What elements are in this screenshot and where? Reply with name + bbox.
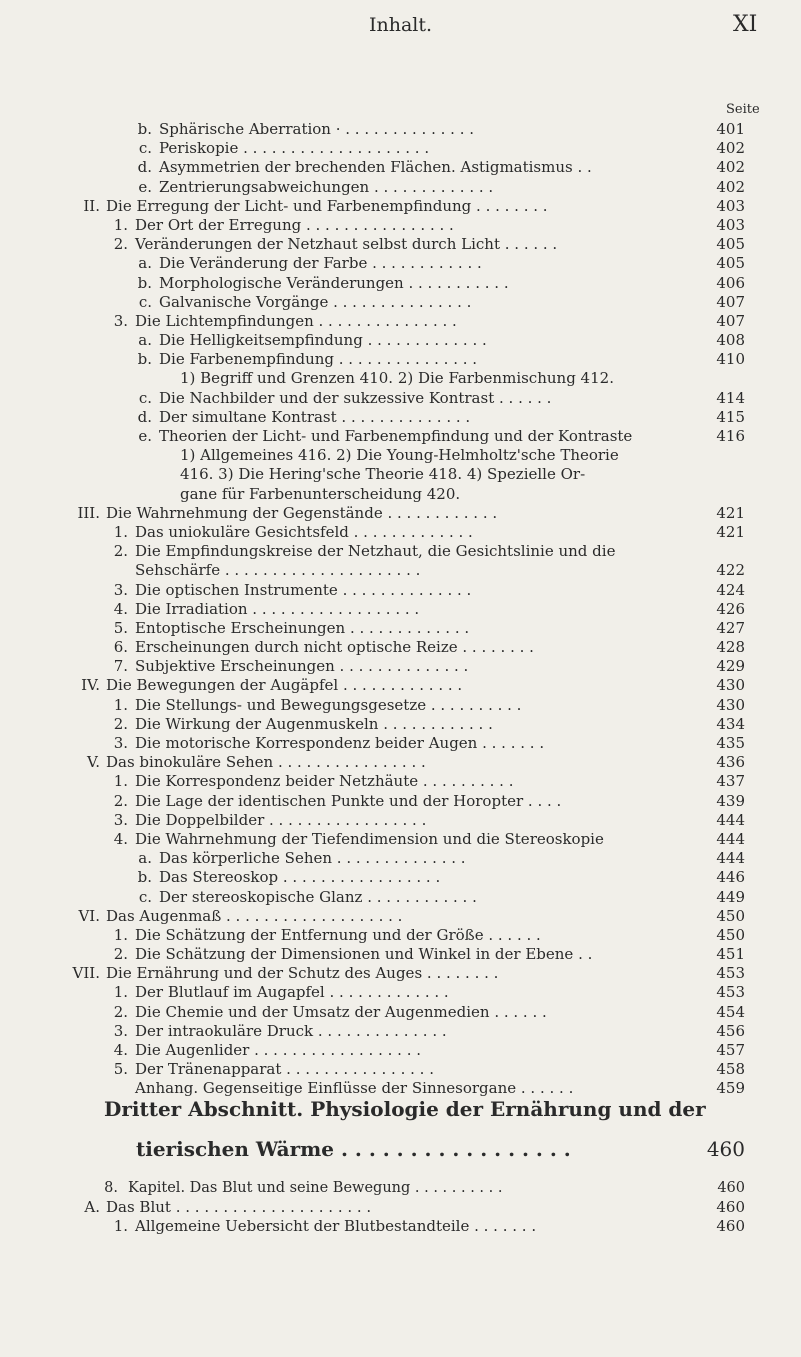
toc-entry-title: Subjektive Erscheinungen . . . . . . . . . . . . . .	[135, 657, 469, 676]
toc-entry-number: c.	[138, 292, 152, 311]
toc-entry-page: 407	[716, 292, 745, 311]
toc-entry	[0, 1179, 801, 1198]
table-of-contents	[0, 120, 801, 1236]
toc-entry-number: A.	[84, 1197, 100, 1216]
toc-entry-page: 402	[716, 139, 745, 158]
toc-entry-title: Allgemeine Uebersicht der Blutbestandteile . . . . . . .	[135, 1216, 537, 1235]
toc-entry	[0, 619, 801, 638]
toc-entry-title: Das Stereoskop . . . . . . . . . . . . . . . . .	[159, 868, 441, 887]
toc-entry	[0, 369, 801, 388]
toc-entry	[0, 696, 801, 715]
toc-entry	[0, 485, 801, 504]
toc-entry-page: 405	[716, 254, 745, 273]
toc-entry	[0, 753, 801, 772]
toc-entry-page: 427	[716, 618, 745, 637]
toc-entry-title: Erscheinungen durch nicht optische Reize . . . . . . . .	[135, 638, 534, 657]
toc-entry	[0, 235, 801, 254]
toc-entry-title: Der Blutlauf im Augapfel . . . . . . . . . . . . .	[135, 983, 449, 1002]
toc-entry	[0, 158, 801, 177]
toc-entry-page: 407	[716, 311, 745, 330]
toc-entry-number: b.	[137, 350, 152, 369]
toc-entry-number: 1.	[113, 695, 128, 714]
toc-entry	[0, 638, 801, 657]
toc-entry	[0, 945, 801, 964]
toc-entry-number: 2.	[113, 235, 128, 254]
toc-entry-page: 444	[716, 810, 745, 829]
toc-entry-title: Die Erregung der Licht- und Farbenempfindung . . . . . . . .	[106, 196, 548, 215]
toc-entry	[0, 657, 801, 676]
page-column-label: Seite	[726, 102, 760, 117]
toc-entry	[0, 1198, 801, 1217]
toc-entry	[0, 1060, 801, 1079]
toc-entry	[0, 427, 801, 446]
toc-entry	[0, 983, 801, 1002]
toc-entry-number: 2.	[113, 542, 128, 561]
toc-entry-title: Die Irradiation . . . . . . . . . . . . . . . . . .	[135, 599, 420, 618]
toc-entry-number: 2.	[113, 1002, 128, 1021]
toc-entry	[0, 389, 801, 408]
toc-entry-page: 437	[716, 772, 745, 791]
toc-entry-number: d.	[137, 158, 152, 177]
toc-entry-title: gane für Farbenunterscheidung 420.	[180, 484, 461, 503]
toc-entry-title: 1) Allgemeines 416. 2) Die Young-Helmholtz'sche Theorie	[180, 446, 619, 465]
toc-entry	[0, 139, 801, 158]
toc-entry-page: 422	[716, 561, 745, 580]
toc-entry-number: 3.	[113, 1021, 128, 1040]
toc-entry-title: Dritter Abschnitt. Physiologie der Ernährung und der	[104, 1096, 706, 1121]
toc-entry-number: 1.	[113, 215, 128, 234]
toc-entry-page: 401	[716, 120, 745, 138]
toc-entry-title: Veränderungen der Netzhaut selbst durch Licht . . . . . .	[135, 235, 558, 254]
toc-entry-number: 2.	[113, 714, 128, 733]
toc-entry-title: Die motorische Korrespondenz beider Augen . . . . . . .	[135, 734, 545, 752]
toc-entry-title: Zentrierungsabweichungen . . . . . . . . . . . . .	[159, 177, 494, 196]
toc-entry-number: 3.	[113, 810, 128, 829]
page-number: XI	[733, 12, 758, 37]
toc-entry-title: Das körperliche Sehen . . . . . . . . . . . . . .	[159, 849, 466, 868]
toc-entry-title: Sehschärfe . . . . . . . . . . . . . . . . . . . . .	[135, 561, 421, 580]
toc-entry	[0, 811, 801, 830]
toc-entry-number: 5.	[113, 1060, 128, 1079]
toc-entry-number: 3.	[113, 311, 128, 330]
toc-entry	[0, 581, 801, 600]
toc-entry-title: Das Blut . . . . . . . . . . . . . . . . . . . . .	[106, 1197, 372, 1216]
toc-entry	[0, 1041, 801, 1060]
toc-entry-title: Entoptische Erscheinungen . . . . . . . . . . . . .	[135, 618, 470, 637]
toc-entry-title: Das binokuläre Sehen . . . . . . . . . . . . . . . .	[106, 753, 426, 772]
toc-entry-page: 459	[716, 1079, 745, 1098]
toc-entry-page: 444	[716, 849, 745, 868]
toc-entry-page: 428	[716, 638, 745, 657]
toc-entry-number: 2.	[113, 945, 128, 964]
toc-entry-page: 403	[716, 215, 745, 234]
toc-entry-title: Die Veränderung der Farbe . . . . . . . . . . . .	[159, 254, 482, 273]
toc-entry	[0, 1003, 801, 1022]
toc-entry-page: 454	[716, 1002, 745, 1021]
toc-entry-number: 4.	[113, 599, 128, 618]
toc-entry-page: 405	[716, 235, 745, 254]
toc-entry-page: 436	[716, 753, 745, 772]
toc-entry-title: tierischen Wärme . . . . . . . . . . . . . . . . .	[136, 1136, 571, 1161]
toc-entry	[0, 331, 801, 350]
toc-entry-page: 450	[716, 925, 745, 944]
toc-entry-title: Die optischen Instrumente . . . . . . . . . . . . . .	[135, 580, 472, 599]
toc-entry	[0, 1217, 801, 1236]
toc-entry-page: 434	[716, 714, 745, 733]
toc-entry-number: a.	[138, 849, 152, 868]
toc-entry-number: e.	[138, 427, 152, 445]
toc-entry-page: 458	[716, 1060, 745, 1079]
toc-entry-page: 453	[716, 964, 745, 983]
toc-entry-title: Die Doppelbilder . . . . . . . . . . . . . . . . .	[135, 810, 427, 829]
toc-entry	[0, 197, 801, 216]
toc-entry-title: Die Ernährung und der Schutz des Auges . . . . . . . .	[106, 964, 499, 983]
toc-entry-page: 460	[716, 1216, 745, 1235]
toc-entry-page: 449	[716, 887, 745, 906]
toc-entry-number: 1.	[113, 983, 128, 1002]
toc-entry-title: Periskopie . . . . . . . . . . . . . . . . . . . .	[159, 139, 430, 158]
toc-entry	[0, 274, 801, 293]
toc-entry	[0, 888, 801, 907]
toc-entry-title: Der Tränenapparat . . . . . . . . . . . . . . . .	[135, 1060, 434, 1079]
toc-entry-number: c.	[138, 388, 152, 407]
toc-entry-number: 1.	[113, 925, 128, 944]
toc-entry	[0, 926, 801, 945]
toc-entry	[0, 120, 801, 139]
toc-entry-number: a.	[138, 331, 152, 350]
toc-entry-title: Die Schätzung der Entfernung und der Größe . . . . . .	[135, 925, 541, 944]
toc-entry-title: 1) Begriff und Grenzen 410. 2) Die Farbenmischung 412.	[180, 369, 614, 388]
toc-entry	[0, 676, 801, 695]
toc-entry-number: 5.	[113, 618, 128, 637]
toc-entry-number: 3.	[113, 580, 128, 599]
page-header-title: Inhalt.	[368, 14, 433, 36]
toc-entry	[0, 1022, 801, 1041]
toc-entry-page: 430	[716, 695, 745, 714]
toc-entry-title: Der intraokuläre Druck . . . . . . . . . . . . . .	[135, 1021, 447, 1040]
toc-entry-title: Kapitel. Das Blut und seine Bewegung . . . . . . . . . .	[128, 1179, 503, 1196]
toc-entry-page: 435	[716, 734, 745, 752]
toc-entry-page: 429	[716, 657, 745, 676]
toc-entry-title: Theorien der Licht- und Farbenempfindung und der Kontraste	[159, 427, 633, 445]
toc-entry	[0, 254, 801, 273]
toc-entry	[0, 830, 801, 849]
toc-entry	[0, 772, 801, 791]
toc-entry-page: 439	[716, 791, 745, 810]
toc-entry-number: VII.	[72, 964, 100, 983]
toc-entry-title: Die Empfindungskreise der Netzhaut, die Gesichtslinie und die	[135, 542, 616, 561]
toc-entry-number: a.	[138, 254, 152, 273]
toc-entry-page: 402	[716, 177, 745, 196]
toc-entry-title: Die Helligkeitsempfindung . . . . . . . . . . . . .	[159, 331, 487, 350]
toc-entry-number: IV.	[81, 676, 100, 695]
toc-entry-number: 3.	[113, 734, 128, 752]
toc-entry-title: Morphologische Veränderungen . . . . . . . . . . .	[159, 273, 509, 292]
toc-entry-title: Die Wahrnehmung der Tiefendimension und die Stereoskopie	[135, 829, 604, 848]
toc-entry-title: Der simultane Kontrast . . . . . . . . . . . . . .	[159, 407, 471, 426]
toc-entry	[0, 1096, 801, 1139]
toc-entry-title: Die Farbenempfindung . . . . . . . . . . . . . . .	[159, 350, 478, 369]
toc-entry-page: 414	[716, 388, 745, 407]
toc-entry-page: 460	[706, 1136, 745, 1161]
toc-entry-number: 1.	[113, 1216, 128, 1235]
toc-entry-number: 7.	[113, 657, 128, 676]
toc-entry-page: 444	[716, 829, 745, 848]
toc-entry-number: III.	[77, 503, 100, 522]
toc-entry	[0, 408, 801, 427]
toc-entry-title: Der Ort der Erregung . . . . . . . . . . . . . . . .	[135, 215, 454, 234]
toc-entry-number: 1.	[113, 772, 128, 791]
toc-entry-page: 410	[716, 350, 745, 369]
toc-entry-page: 424	[716, 580, 745, 599]
toc-entry-title: 416. 3) Die Hering'sche Theorie 418. 4) Spezielle Or-	[180, 465, 586, 484]
toc-entry-page: 446	[716, 868, 745, 887]
toc-entry	[0, 1136, 801, 1179]
toc-entry	[0, 504, 801, 523]
toc-entry-title: Die Nachbilder und der sukzessive Kontrast . . . . . .	[159, 388, 552, 407]
toc-entry-number: II.	[83, 196, 100, 215]
toc-entry-number: 4.	[113, 829, 128, 848]
toc-entry-page: 450	[716, 906, 745, 925]
toc-entry-title: Die Bewegungen der Augäpfel . . . . . . . . . . . . .	[106, 676, 463, 695]
toc-entry	[0, 350, 801, 369]
toc-entry-title: Die Korrespondenz beider Netzhäute . . . . . . . . . .	[135, 772, 514, 791]
toc-entry-number: e.	[138, 177, 152, 196]
toc-entry-page: 406	[716, 273, 745, 292]
toc-entry-page: 416	[716, 427, 745, 445]
toc-entry-page: 451	[716, 945, 745, 964]
toc-entry-page: 402	[716, 158, 745, 177]
toc-entry-page: 421	[716, 503, 745, 522]
toc-entry-title: Die Lage der identischen Punkte und der Horopter . . . .	[135, 791, 562, 810]
toc-entry-page: 460	[717, 1179, 745, 1196]
toc-entry	[0, 1079, 801, 1098]
toc-entry-title: Asymmetrien der brechenden Flächen. Astigmatismus . .	[159, 158, 592, 177]
toc-entry	[0, 465, 801, 484]
toc-entry-number: b.	[137, 868, 152, 887]
toc-entry-page: 426	[716, 599, 745, 618]
toc-entry-page: 453	[716, 983, 745, 1002]
toc-entry-number: 8.	[104, 1179, 118, 1196]
toc-entry	[0, 734, 801, 753]
toc-entry-page: 457	[716, 1041, 745, 1059]
toc-entry-title: Anhang. Gegenseitige Einflüsse der Sinnesorgane . . . . . .	[135, 1079, 574, 1098]
toc-entry	[0, 561, 801, 580]
toc-entry-title: Galvanische Vorgänge . . . . . . . . . . . . . . .	[159, 292, 472, 311]
toc-entry	[0, 446, 801, 465]
toc-entry	[0, 868, 801, 887]
toc-entry-number: V.	[87, 753, 100, 772]
toc-entry-page: 421	[716, 522, 745, 541]
toc-entry-title: Die Wirkung der Augenmuskeln . . . . . . . . . . . .	[135, 714, 493, 733]
toc-entry	[0, 312, 801, 331]
toc-entry	[0, 523, 801, 542]
toc-entry-title: Das uniokuläre Gesichtsfeld . . . . . . . . . . . . .	[135, 522, 473, 541]
toc-entry-title: Sphärische Aberration · . . . . . . . . . . . . . .	[159, 120, 475, 138]
toc-entry-title: Die Stellungs- und Bewegungsgesetze . . . . . . . . . .	[135, 695, 522, 714]
toc-entry-page: 430	[716, 676, 745, 695]
toc-entry-page: 408	[716, 331, 745, 350]
toc-entry	[0, 178, 801, 197]
toc-entry	[0, 849, 801, 868]
toc-entry	[0, 542, 801, 561]
toc-entry-number: 6.	[113, 638, 128, 657]
toc-entry-title: Die Wahrnehmung der Gegenstände . . . . . . . . . . . .	[106, 503, 498, 522]
toc-entry-number: d.	[137, 407, 152, 426]
toc-entry	[0, 600, 801, 619]
toc-entry	[0, 216, 801, 235]
toc-entry-title: Die Schätzung der Dimensionen und Winkel in der Ebene . .	[135, 945, 593, 964]
toc-entry	[0, 907, 801, 926]
toc-entry	[0, 964, 801, 983]
toc-entry-title: Die Chemie und der Umsatz der Augenmedien . . . . . .	[135, 1002, 547, 1021]
toc-entry	[0, 715, 801, 734]
toc-entry	[0, 293, 801, 312]
toc-entry-page: 415	[716, 407, 745, 426]
toc-entry-number: c.	[138, 139, 152, 158]
toc-entry-title: Der stereoskopische Glanz . . . . . . . . . . . .	[159, 887, 477, 906]
toc-entry-title: Die Lichtempfindungen . . . . . . . . . . . . . . .	[135, 311, 457, 330]
toc-entry-page: 456	[716, 1021, 745, 1040]
toc-entry-number: b.	[137, 273, 152, 292]
toc-entry	[0, 792, 801, 811]
toc-entry-number: 2.	[113, 791, 128, 810]
toc-entry-number: b.	[137, 120, 152, 138]
toc-entry-page: 403	[716, 196, 745, 215]
toc-entry-title: Das Augenmaß . . . . . . . . . . . . . . . . . . .	[106, 906, 403, 925]
toc-entry-number: c.	[138, 887, 152, 906]
toc-entry-title: Die Augenlider . . . . . . . . . . . . . . . . . .	[135, 1041, 421, 1059]
toc-entry-number: 4.	[113, 1041, 128, 1059]
toc-entry-page: 460	[716, 1197, 745, 1216]
toc-entry-number: 1.	[113, 522, 128, 541]
toc-entry-number: VI.	[78, 906, 100, 925]
